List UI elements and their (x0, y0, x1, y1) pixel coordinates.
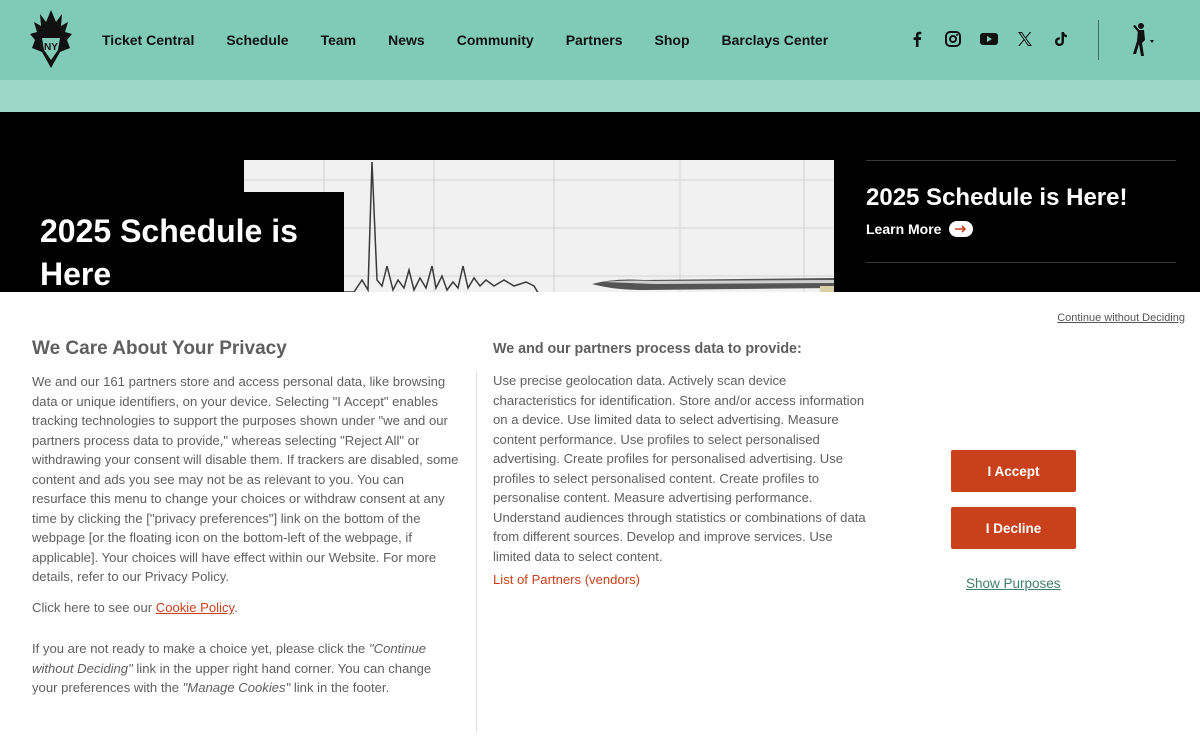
cont-text-2: link in the upper right hand corner. You can change your preferences with the (32, 660, 432, 695)
nav-barclays-center[interactable]: Barclays Center (721, 32, 829, 48)
nav-community[interactable]: Community (456, 32, 534, 48)
accept-button[interactable]: I Accept (951, 450, 1076, 492)
privacy-consent-panel (0, 292, 1200, 740)
nav-schedule[interactable]: Schedule (226, 32, 289, 48)
arrow-right-icon (949, 221, 973, 237)
decline-button[interactable]: I Decline (951, 507, 1076, 549)
tiktok-icon[interactable] (1050, 28, 1072, 50)
show-purposes-link[interactable]: Show Purposes (966, 576, 1061, 591)
top-navigation (0, 0, 1200, 80)
sub-navigation (0, 80, 1200, 112)
cont-text-1: If you are not ready to make a choice yet, please click the (32, 641, 369, 656)
cookie-suffix: . (234, 600, 238, 615)
instagram-icon[interactable] (942, 28, 964, 50)
divider (866, 262, 1176, 263)
x-icon[interactable] (1014, 28, 1036, 50)
svg-text:NY: NY (44, 42, 58, 53)
ny-liberty-logo-icon[interactable] (26, 8, 76, 70)
divider (866, 160, 1176, 161)
facebook-icon[interactable] (906, 28, 928, 50)
continue-instructions (32, 639, 460, 698)
cookie-policy-link[interactable]: Cookie Policy (155, 600, 235, 615)
nav-shop[interactable]: Shop (654, 32, 690, 48)
continue-without-deciding-link[interactable]: Continue without Deciding (1057, 312, 1185, 324)
purposes-title: We and our partners process data to provide: (493, 341, 802, 357)
purposes-list: Use precise geolocation data. Actively scan device characteristics for identification. Store and/or access information on a device. Use limited data to select advertising. Measure content performance. Use profiles to select personalised advertising. Create profiles for personalised advertising. Use profiles to select personalised content. Create profiles to personalise content. Measure advertising performance. Understand audiences through statistics or combinations of data from different sources. Develop and improve services. Use limited data to select content. (493, 373, 866, 564)
privacy-description: We and our 161 partners store and access personal data, like browsing data or unique identifiers, on your device. Selecting "I Accept" enables tracking technologies to support the purposes shown under "we and our partners process data to provide," whereas selecting "Reject All" or withdrawing your consent will disable them. If trackers are disabled, some content and ads you see may not be as relevant to you. You can resurface this menu to change your choices or withdraw consent at any time by clicking the ["privacy preferences"] link on the bottom of the webpage [or the floating icon on the bottom-left of the webpage, if applicable]. Your choices will have effect within our Website. For more details, refer to our Privacy Policy. (32, 374, 459, 584)
cookie-prefix: Click here to see our (32, 600, 156, 615)
side-headline[interactable]: 2025 Schedule is Here! (866, 184, 1128, 211)
nav-ticket-central[interactable]: Ticket Central (102, 32, 195, 48)
wnba-logo-icon[interactable] (1124, 22, 1158, 58)
nav-news[interactable]: News (388, 32, 425, 48)
column-divider (476, 372, 477, 732)
hero-title[interactable]: 2025 Schedule is Here (40, 213, 298, 292)
partners-list-link[interactable]: List of Partners (vendors) (493, 572, 640, 587)
nav-team[interactable]: Team (320, 32, 357, 48)
cont-em-1: "Continue without Deciding" (32, 641, 427, 676)
hero-section (0, 112, 1200, 292)
learn-more-label: Learn More (866, 221, 942, 237)
nav-partners[interactable]: Partners (565, 32, 623, 48)
privacy-title: We Care About Your Privacy (32, 338, 287, 359)
youtube-icon[interactable] (978, 28, 1000, 50)
cont-text-3: link in the footer. (290, 680, 390, 695)
main-nav (102, 0, 860, 80)
social-links (906, 28, 1086, 50)
header-divider (1098, 20, 1099, 60)
cookie-policy-text (32, 600, 238, 615)
cont-em-2: "Manage Cookies" (182, 680, 291, 695)
learn-more-link[interactable] (866, 221, 973, 237)
